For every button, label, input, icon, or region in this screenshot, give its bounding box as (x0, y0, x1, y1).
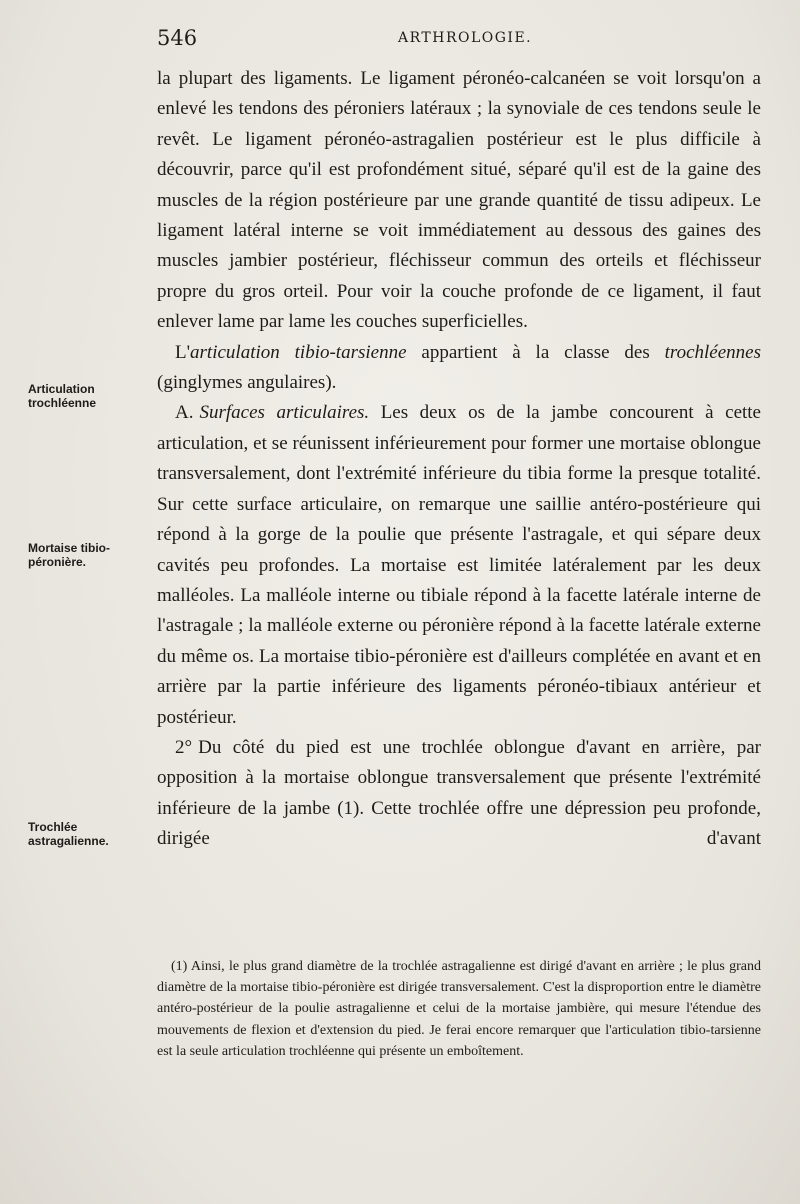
section-title: Surfaces articulaires. (199, 402, 370, 424)
term-articulation: articulation tibio-tarsienne (190, 341, 407, 363)
p2-suffix: (ginglymes angulaires). (157, 372, 337, 394)
margin-note-articulation: Articulation trochléenne (28, 382, 97, 410)
item-number: 2° (175, 736, 193, 758)
running-title: ARTHROLOGIE. (398, 30, 533, 46)
margin-note-mortaise: Mortaise tibio-péronière. (28, 541, 111, 569)
section-letter: A. (175, 402, 194, 424)
trochlee-text: Du côté du pied est une trochlée oblongue d'avant en arrière, par opposition à la mortaise oblongue transversalement que présente l'extrémité inférieure de la jambe (1). Cette trochlée offre une dépression peu profonde, dirigée d'avant (157, 736, 761, 850)
page-number: 546 (157, 26, 198, 50)
page-header (0, 26, 800, 58)
paragraph-surfaces (157, 398, 761, 732)
p2-prefix: L' (175, 341, 191, 363)
term-trochleennes: trochléennes (664, 341, 761, 363)
margin-note-trochlee: Trochlée astragalienne. (28, 820, 109, 848)
footnote (157, 956, 761, 1062)
p2-mid: appartient à la classe des (406, 341, 665, 363)
paragraph-trochlee (157, 733, 761, 855)
footnote-text: (1) Ainsi, le plus grand diamètre de la trochlée astragalienne est dirigé d'avant en arrière ; le plus grand diamètre de la mortaise tibio-péronière est dirigée transversalement. C'est la disproportion entre le diamètre antéro-postérieur de la poulie astragalienne et celui de la mortaise jambière, qui mesure l'étendue des mouvements de flexion et d'extension du pied. Je ferai encore remarquer que l'articulation tibio-tarsienne est la seule articulation trochléenne qui présente un emboîtement. (157, 959, 761, 1059)
body-text (157, 64, 761, 855)
paragraph-classification (157, 338, 761, 399)
surfaces-text: Les deux os de la jambe concourent à cette articulation, et se réunissent inférieurement pour former une mortaise oblongue transversalement, dont l'extrémité inférieure du tibia forme la presque totalité. Sur cette surface articulaire, on remarque une saillie antéro-postérieure qui répond à la gorge de la poulie que présente l'astragale, et qui sépare deux cavités peu profondes. La mortaise est limitée latéralement par les deux malléoles. La malléole interne ou tibiale répond à la facette latérale interne de l'astragale ; la malléole externe ou péronière répond à la facette latérale externe du même os. La mortaise tibio-péronière est d'ailleurs complétée en avant et en arrière par la partie inférieure des ligaments péronéo-tibiaux antérieur et postérieur. (157, 402, 761, 728)
paragraph-ligaments: la plupart des ligaments. Le ligament péronéo-calcanéen se voit lorsqu'on a enlevé les tendons des péroniers latéraux ; la synoviale de ces tendons seule le revêt. Le ligament péronéo-astragalien postérieur est le plus difficile à découvrir, parce qu'il est profondément situé, séparé qu'il est de la gaine des muscles de la région postérieure par une grande quantité de tissu adipeux. Le ligament latéral interne se voit immédiatement au dessous des gaines des muscles jambier postérieur, fléchisseur commun des orteils et fléchisseur propre du gros orteil. Pour voir la couche profonde de ce ligament, il faut enlever lame par lame les couches superficielles. (157, 68, 761, 333)
